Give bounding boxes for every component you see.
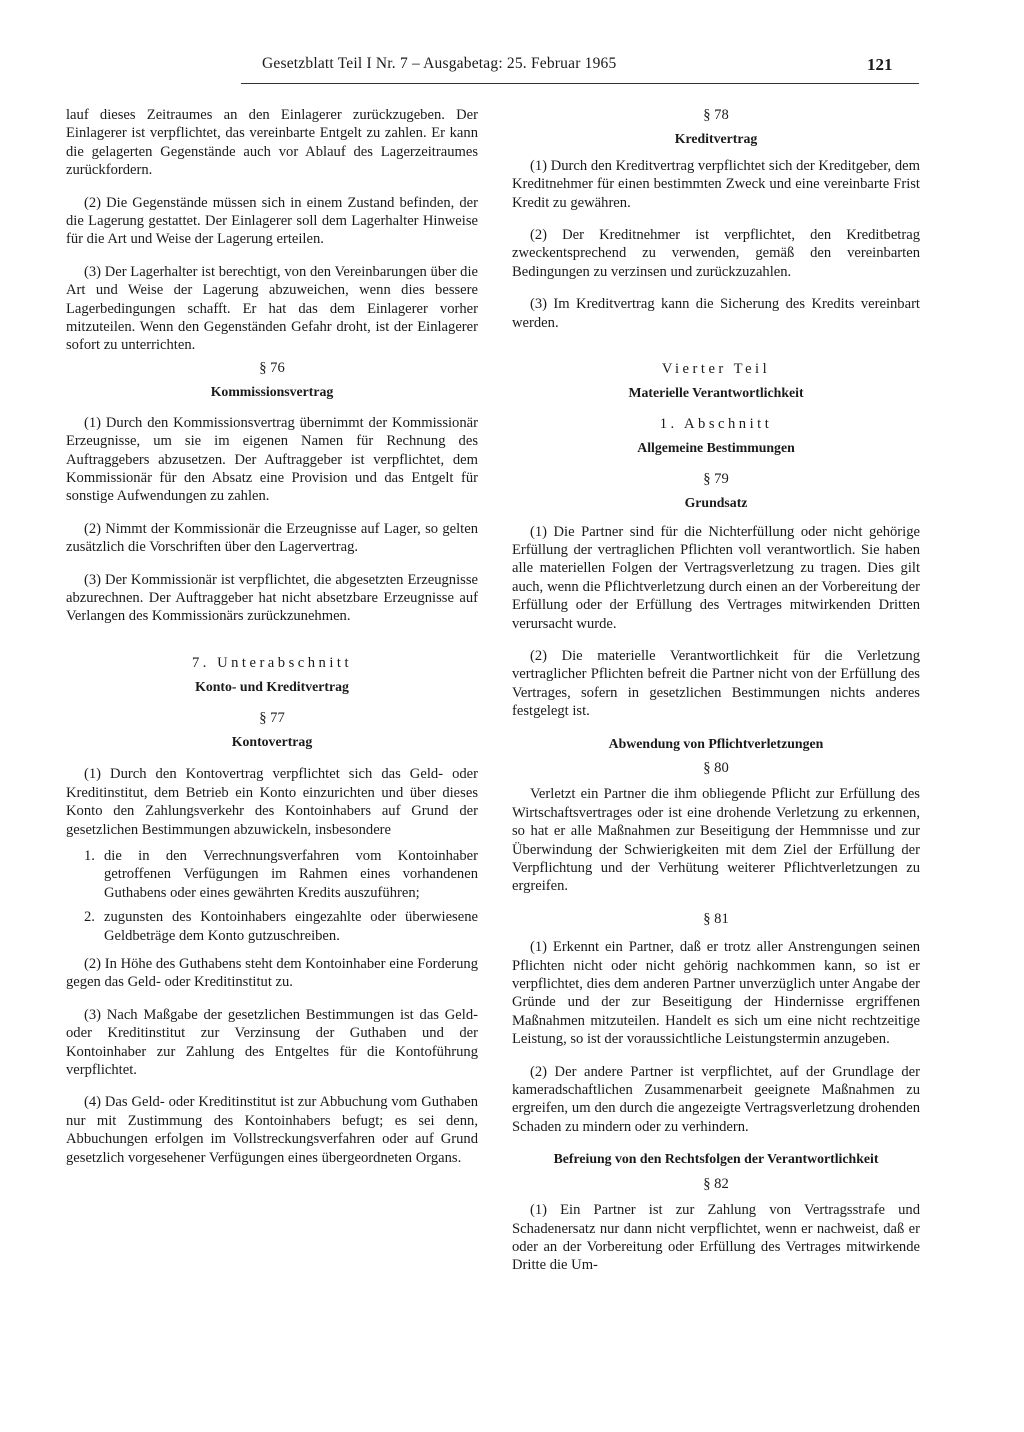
paragraph: (1) Ein Partner ist zur Zahlung von Vertragsstrafe und Schadenersatz nur dann nicht verpflichtet, wenn er nachweist, daß er oder an der Vorbereitung oder Erfüllung des Vertrages mitwirkende Dritte die Um- (512, 1202, 920, 1274)
subsection-title: Konto- und Kreditvertrag (195, 679, 349, 695)
section-title: Kontovertrag (231, 733, 313, 749)
page-header-title: Gesetzblatt Teil I Nr. 7 – Ausgabetag: 25. Februar 1965 (262, 55, 617, 72)
list-item-text: die in den Verrechnungsverfahren vom Kontoinhaber getroffenen Verfügungen im Rahmen eines vorhandenen Guthabens oder eines gewährten Kredits auszuführen; (104, 848, 478, 901)
section-number: § 76 (259, 359, 285, 376)
part-title: Materielle Verantwortlichkeit (628, 385, 804, 401)
paragraph: (2) Die materielle Verantwortlichkeit für die Verletzung vertraglicher Pflichten befreit die Partner nicht von der Erfüllung des Vertrages, sofern in gesetzlichen Bestimmungen nichts anderes festgelegt ist. (512, 647, 920, 720)
enumerated-list (66, 847, 478, 945)
right-column (512, 106, 920, 1289)
section-title: Kreditvertrag (674, 131, 758, 147)
list-item-text: zugunsten des Kontoinhabers eingezahlte oder überwiesene Geldbeträge dem Konto gutzuschreiben. (104, 909, 478, 944)
paragraph: lauf dieses Zeitraumes an den Einlagerer zurückzugeben. Der Einlagerer ist verpflichtet, das vereinbarte Entgelt zu zahlen. Er kann die gelagerten Gegenstände auch vor Ablauf des Lagerzeitraumes zurückfordern. (66, 107, 478, 179)
spacer (512, 346, 920, 360)
section-heading: Abwendung von Pflichtverletzungen (608, 735, 824, 751)
part-heading: Vierter Teil (661, 361, 771, 378)
section-number: § 79 (703, 470, 729, 487)
paragraph: (3) Im Kreditvertrag kann die Sicherung des Kredits vereinbart werden. (512, 296, 920, 331)
list-item-number: 1. (84, 848, 95, 864)
section-number: § 77 (259, 709, 285, 726)
header-rule (241, 83, 919, 84)
paragraph: (1) Durch den Kreditvertrag verpflichtet sich der Kreditgeber, dem Kreditnehmer für einen bestimmten Zweck und eine vereinbarte Frist Kredit zu gewähren. (512, 157, 920, 211)
paragraph: (1) Erkennt ein Partner, daß er trotz aller Anstrengungen seinen Pflichten nicht oder nicht gehörig nachkommen kann, so ist er verpflichtet, dies dem anderen Partner unverzüglich unter Angabe der Gründe und der zur Beseitigung der Hindernisse ergriffenen Maßnahmen mitzuteilen. Handelt es sich um eine nicht rechtzeitige Leistung, so ist der voraussichtliche Leistungstermin anzugeben. (512, 939, 920, 1048)
section-number: § 78 (703, 107, 729, 123)
section-title: Grundsatz (684, 495, 748, 511)
paragraph: (2) Der andere Partner ist verpflichtet, auf der Grundlage der kameradschaftlichen Zusammenarbeit geeignete Maßnahmen zu ergreifen, um den durch die angezeigte Vertragsverletzung drohenden Schaden zu mindern oder zu verhindern. (512, 1063, 920, 1135)
paragraph: (2) Nimmt der Kommissionär die Erzeugnisse auf Lager, so gelten zusätzlich die Vorschriften über den Lagervertrag. (66, 520, 478, 556)
paragraph: (2) Der Kreditnehmer ist verpflichtet, den Kreditbetrag zweckentsprechend zu verwenden, gemäß den vereinbarten Bedingungen zu verzinsen und zurückzuzahlen. (512, 227, 920, 280)
chapter-heading: 1. Abschnitt (659, 415, 773, 432)
spacer (66, 640, 478, 654)
left-column (66, 106, 478, 1181)
paragraph: (3) Der Kommissionär ist verpflichtet, die abgesetzten Erzeugnisse abzurechnen. Der Auftraggeber hat nicht absetzbare Erzeugnisse auf Verlangen des Kommissionärs zurückzunehmen. (66, 571, 478, 625)
list-item (66, 847, 478, 902)
section-number: § 82 (703, 1175, 729, 1192)
subsection-heading: 7. Unterabschnitt (191, 654, 352, 671)
paragraph: (4) Das Geld- oder Kreditinstitut ist zur Abbuchung vom Guthaben nur mit Zustimmung des Kontoinhabers befugt; es sei denn, Abbuchungen erfolgen im Vollstreckungsverfahren oder auf Grund gesetzlich vorgesehener Verfügungen eines übergeordneten Organs. (66, 1094, 478, 1166)
chapter-title: Allgemeine Bestimmungen (637, 440, 795, 456)
section-number: § 81 (703, 910, 729, 927)
section-title: Kommissionsvertrag (210, 384, 334, 400)
paragraph: (1) Durch den Kommissionsvertrag übernimmt der Kommissionär Erzeugnisse, um sie im eigenen Namen für Rechnung des Auftraggebers abzusetzen. Der Auftraggeber ist verpflichtet, dem Kommissionär für den Absatz eine Provision und das Entgelt für sonstige Aufwendungen zu zahlen. (66, 414, 478, 505)
paragraph: (1) Durch den Kontovertrag verpflichtet sich das Geld- oder Kreditinstitut, dem Betrieb ein Konto einzurichten und über dieses Konto den Zahlungsverkehr des Kontoinhabers auf Grund der gesetzlichen Bestimmungen abzuwickeln, insbesondere (66, 766, 478, 838)
paragraph: Verletzt ein Partner die ihm obliegende Pflicht zur Erfüllung des Wirtschaftsvertrages oder ist eine drohende Verletzung zu erkennen, so hat er alle Maßnahmen zur Beseitigung der Hemmnisse und zur Überwindung der Schwierigkeiten mit dem Ziel der Erfüllung der Verpflichtung und der Verhütung weiterer Pflichtverletzungen zu ergreifen. (512, 786, 920, 895)
list-item (66, 908, 478, 945)
paragraph: (3) Nach Maßgabe der gesetzlichen Bestimmungen ist das Geld- oder Kreditinstitut zur Verzinsung der Guthaben und der Kontoinhaber zur Zahlung des Entgeltes für die Kontoführung verpflichtet. (66, 1006, 478, 1079)
page-number: 121 (867, 55, 893, 74)
paragraph: (1) Die Partner sind für die Nichterfüllung oder nicht gehörige Erfüllung der vertraglichen Pflichten voll verantwortlich. Sie haben alle materiellen Folgen der Vertragsverletzung zu tragen. Dies gilt auch, wenn die Pflichtverletzung durch einen an der Vorbereitung der Erfüllung oder der Erfüllung des Vertrages mitwirkenden Dritten verursacht wurde. (512, 523, 920, 632)
section-number: § 80 (703, 759, 729, 776)
paragraph: (2) In Höhe des Guthabens steht dem Kontoinhaber eine Forderung gegen das Geld- oder Kreditinstitut zu. (66, 956, 478, 991)
section-heading: Befreiung von den Rechtsfolgen der Verantwortlichkeit (553, 1151, 879, 1167)
paragraph: (2) Die Gegenstände müssen sich in einem Zustand befinden, der die Lagerung gestattet. Der Einlagerer soll dem Lagerhalter Hinweise für die Art und Weise der Lagerung erteilen. (66, 194, 478, 248)
paragraph: (3) Der Lagerhalter ist berechtigt, von den Vereinbarungen über die Art und Weise der Lagerung abzuweichen, wenn dies bessere Lagerbedingungen schafft. Er hat das dem Einlagerer vorher mitzuteilen. Wenn den Gegenständen Gefahr droht, ist der Einlagerer sofort zu unterrichten. (66, 263, 478, 354)
list-item-number: 2. (84, 909, 95, 926)
